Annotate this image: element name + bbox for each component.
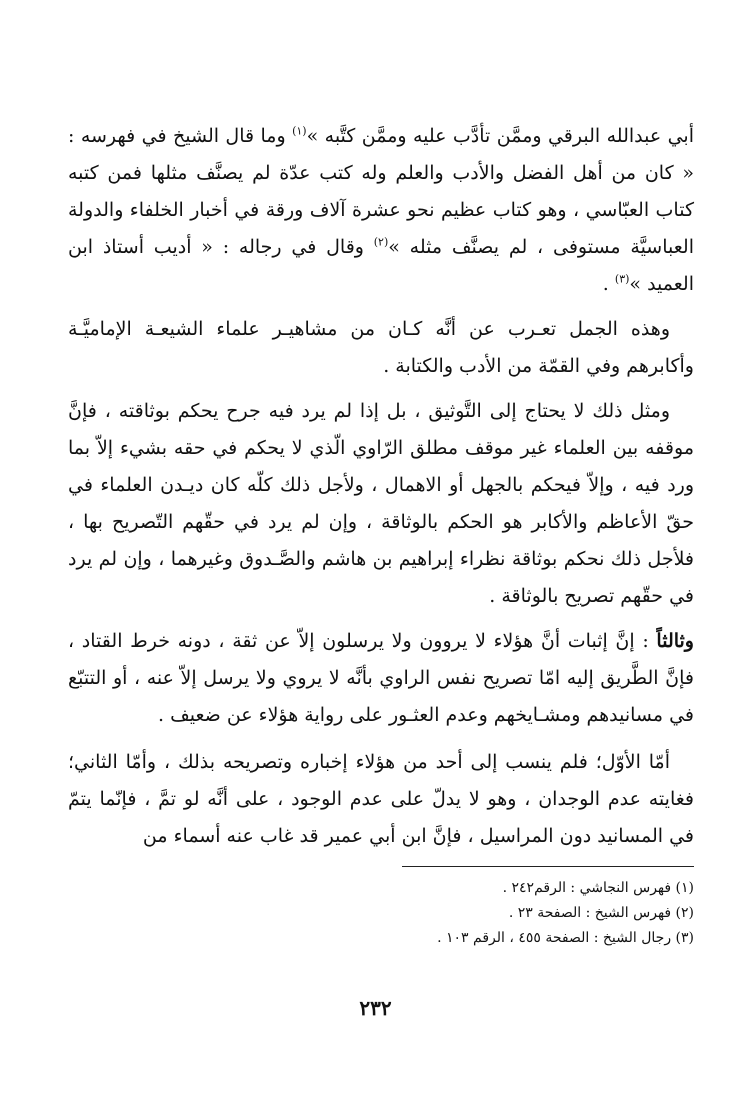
footnote-ref-2: (٢) bbox=[373, 235, 389, 249]
paragraph-1 bbox=[68, 118, 694, 303]
paragraph-1-part-2: وما قال الشيخ في فهرسه : « كان من أهل الفضل والأدب والعلم وله كتب عدّة لم يصنَّف مثلها فمن كتبه كتاب العبّاسي ، وهو كتاب عظيم نحو عشرة آلاف ورقة في أخبار الخلفاء والدولة العباسيَّة مستوفى ، لم يصنَّف مثله » bbox=[68, 125, 694, 258]
footnote-3: (٣) رجال الشيخ : الصفحة ٤٥٥ ، الرقم ١٠٣ . bbox=[437, 930, 694, 946]
main-text bbox=[68, 118, 694, 855]
footnote-2: (٢) فهرس الشيخ : الصفحة ٢٣ . bbox=[508, 905, 694, 921]
footnote-divider bbox=[402, 866, 694, 867]
paragraph-4-text: : إنَّ إثبات أنَّ هؤلاء لا يروون ولا يرسلون إلاّ عن ثقة ، دونه خرط القتاد ، فإنَّ الطَّريق إليه امّا تصريح نفس الراوي بأنَّه لا يروي ولا يرسل إلاّ عنه ، أو التتبّع في مسانيدهم ومشـايخهم وعدم العثـور على رواية هؤلاء عن ضعيف . bbox=[68, 630, 694, 726]
paragraph-3: ومثل ذلك لا يحتاج إلى التَّوثيق ، بل إذا لم يرد فيه جرح يحكم بوثاقته ، فإنَّ موقفه بين العلماء غير موقف مطلق الرّاوي الّذي لا يحكم في حقه بشيء إلاّ بما ورد فيه ، وإلاّ فيحكم بالجهل أو الاهمال ، ولأجل ذلك كلّه كان ديـدن العلماء في حقّ الأعاظم والأكابر هو الحكم بالوثاقة ، وإن لم يرد في حقّهم التّصريح بها ، فلأجل ذلك نحكم بوثاقة نظراء إبراهيم بن هاشم والصَّـدوق وغيرهما ، وإن لم يرد في حقّهم تصريح بالوثاقة . bbox=[68, 400, 695, 607]
paragraph-4-lead: وثالثاً bbox=[656, 630, 694, 652]
footnote-ref-3: (٣) bbox=[614, 272, 630, 286]
paragraph-2: وهذه الجمل تعـرب عن أنَّه كـان من مشاهيـر علماء الشيعـة الإماميَّـة وأكابرهم وفي القمّة من الأدب والكتابة . bbox=[68, 318, 694, 377]
page-number: ٢٣٢ bbox=[359, 996, 392, 1020]
paragraph-1-part-4: . bbox=[602, 273, 615, 295]
paragraph-1-part-3: وقال في رجاله : « أديب أستاذ ابن العميد » bbox=[68, 236, 694, 295]
footnote-ref-1: (١) bbox=[292, 124, 307, 138]
paragraph-5: أمّا الأوّل؛ فلم ينسب إلى أحد من هؤلاء إخباره وتصريحه بذلك ، وأمّا الثاني؛ فغايته عدم الوجدان ، وهو لا يدلّ على عدم الوجود ، على أنَّه لو تمَّ ، فإنّما يتمّ في المسانيد دون المراسيل ، فإنَّ ابن أبي عمير قد غاب عنه أسماء من bbox=[68, 751, 694, 847]
footnote-1: (١) فهرس النجاشي : الرقم٢٤٢ . bbox=[502, 880, 694, 896]
paragraph-1-part-1: أبي عبدالله البرقي وممَّن تأدَّب عليه وممَّن كتَّبه » bbox=[306, 125, 694, 147]
paragraph-4 bbox=[68, 623, 694, 734]
footnotes bbox=[300, 876, 694, 951]
